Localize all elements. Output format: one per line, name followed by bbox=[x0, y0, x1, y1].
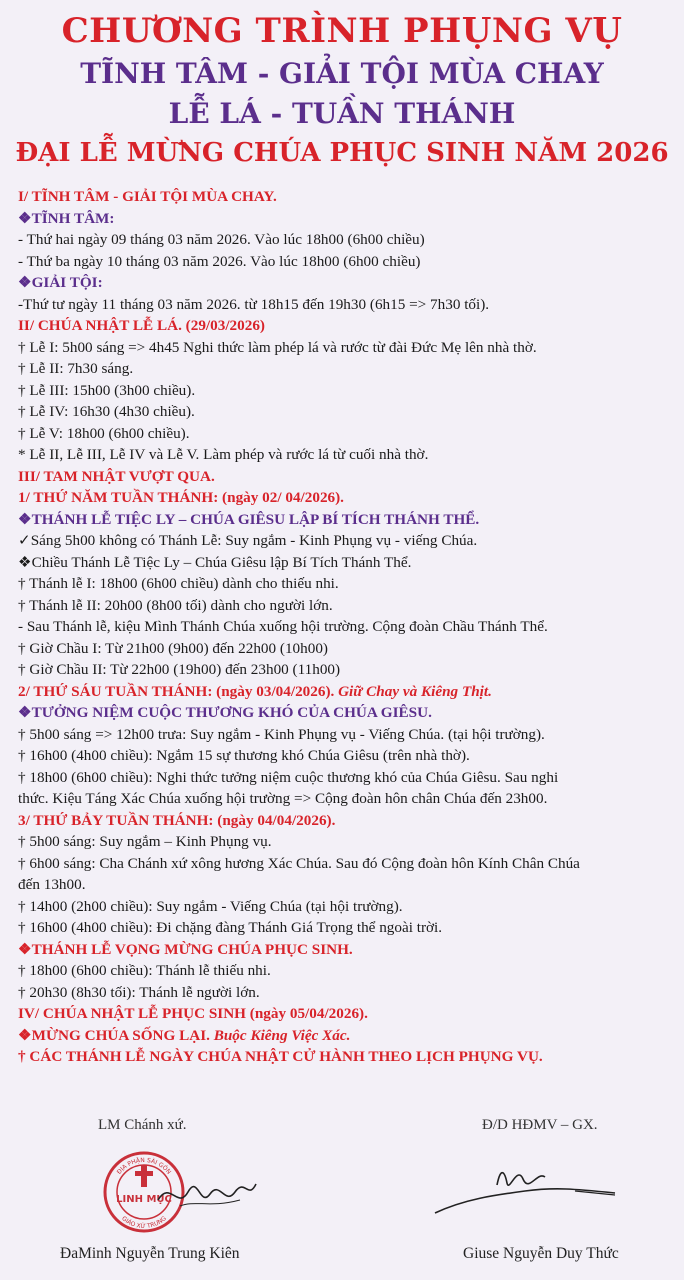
schedule-line bbox=[18, 315, 670, 337]
schedule-line bbox=[18, 337, 670, 359]
schedule-line bbox=[18, 208, 670, 230]
schedule-line-text: 1/ THỨ NĂM TUẦN THÁNH: (ngày 02/ 04/2026). bbox=[18, 489, 344, 506]
schedule-line bbox=[18, 745, 670, 767]
left-signature-label: LM Chánh xứ. bbox=[98, 1117, 187, 1133]
schedule-line bbox=[18, 380, 670, 402]
schedule-line bbox=[18, 788, 670, 810]
schedule-line-text: † Giờ Chầu II: Từ 22h00 (19h00) đến 23h00 (11h00) bbox=[18, 661, 341, 678]
schedule-line bbox=[18, 466, 670, 488]
schedule-line bbox=[18, 186, 670, 208]
schedule-line-text: I/ TĨNH TÂM - GIẢI TỘI MÙA CHAY. bbox=[18, 188, 277, 205]
schedule-line bbox=[18, 767, 670, 789]
schedule-line-text: - Sau Thánh lễ, kiệu Mình Thánh Chúa xuống hội trường. Cộng đoàn Chầu Thánh Thể. bbox=[18, 618, 548, 635]
schedule-line-text: ❖MỪNG CHÚA SỐNG LẠI. bbox=[18, 1026, 210, 1044]
schedule-line bbox=[18, 810, 670, 832]
schedule-line-text: † CÁC THÁNH LỄ NGÀY CHÚA NHẬT CỬ HÀNH THEO LỊCH PHỤNG VỤ. bbox=[18, 1048, 543, 1065]
schedule-line-text: thức. Kiệu Táng Xác Chúa xuống hội trường => Cộng đoàn hôn chân Chúa đến 23h00. bbox=[18, 790, 548, 807]
schedule-line bbox=[18, 294, 670, 316]
schedule-line bbox=[18, 444, 670, 466]
schedule-line-text: † 18h00 (6h00 chiều): Thánh lễ thiếu nhi. bbox=[18, 962, 271, 979]
schedule-line-text: † Thánh lễ I: 18h00 (6h00 chiều) dành cho thiếu nhi. bbox=[18, 575, 339, 592]
schedule-line bbox=[18, 401, 670, 423]
schedule-line-text: III/ TAM NHẬT VƯỢT QUA. bbox=[18, 467, 215, 485]
priest-signature bbox=[150, 1170, 260, 1220]
schedule-line bbox=[18, 530, 670, 552]
schedule-line-text: † 16h00 (4h00 chiều): Đi chặng đàng Thánh Giá Trọng thể ngoài trời. bbox=[18, 919, 443, 936]
schedule-line-text: ❖TĨNH TÂM: bbox=[18, 209, 115, 227]
schedule-line-text: 3/ THỨ BẢY TUẦN THÁNH: (ngày 04/04/2026). bbox=[18, 811, 336, 829]
schedule-line-text: ❖GIẢI TỘI: bbox=[18, 274, 103, 291]
schedule-line bbox=[18, 616, 670, 638]
schedule-line-text: * Lễ II, Lễ III, Lễ IV và Lễ V. Làm phép và rước lá từ cuối nhà thờ. bbox=[18, 446, 429, 463]
schedule-line-text: ❖Chiều Thánh Lễ Tiệc Ly – Chúa Giêsu lập Bí Tích Thánh Thể. bbox=[18, 553, 412, 571]
schedule-line-text: † 20h30 (8h30 tối): Thánh lễ người lớn. bbox=[18, 983, 260, 1001]
schedule-line-accent: Buộc Kiêng Việc Xác. bbox=[209, 1026, 351, 1044]
schedule-line bbox=[18, 595, 670, 617]
schedule-line-text: đến 13h00. bbox=[18, 876, 86, 893]
seal-top-text: ĐỊA PHẬN SÀI GÒN bbox=[115, 1156, 173, 1176]
schedule-line-text: † Lễ IV: 16h30 (4h30 chiều). bbox=[18, 403, 195, 420]
schedule-line bbox=[18, 272, 670, 294]
schedule-line bbox=[18, 487, 670, 509]
schedule-line-text: † 16h00 (4h00 chiều): Ngắm 15 sự thương khó Chúa Giêsu (trên nhà thờ). bbox=[18, 747, 470, 764]
schedule-line-text: ❖THÁNH LỄ VỌNG MỪNG CHÚA PHỤC SINH. bbox=[18, 940, 353, 958]
schedule-line-text: † Lễ II: 7h30 sáng. bbox=[18, 360, 134, 377]
schedule-line bbox=[18, 960, 670, 982]
schedule-line bbox=[18, 1025, 670, 1047]
schedule-line bbox=[18, 702, 670, 724]
schedule-line-text: II/ CHÚA NHẬT LỄ LÁ. (29/03/2026) bbox=[18, 317, 265, 334]
schedule-line-text: IV/ CHÚA NHẬT LỄ PHỤC SINH (ngày 05/04/2026). bbox=[18, 1005, 368, 1022]
subtitle-line-3: LỄ LÁ - TUẦN THÁNH bbox=[168, 97, 516, 130]
schedule-line bbox=[18, 358, 670, 380]
schedule-line-text: † 18h00 (6h00 chiều): Nghi thức tưởng niệm cuộc thương khó của Chúa Giêsu. Sau nghi bbox=[18, 768, 559, 786]
schedule-line-text: - Thứ hai ngày 09 tháng 03 năm 2026. Vào lúc 18h00 (6h00 chiều) bbox=[18, 231, 425, 248]
schedule-line bbox=[18, 681, 670, 703]
schedule-line bbox=[18, 1046, 670, 1068]
schedule-line bbox=[18, 874, 670, 896]
seal-bottom-text: GIÁO XỨ TRUNG bbox=[120, 1215, 168, 1231]
schedule-line-text: ❖TƯỞNG NIỆM CUỘC THƯƠNG KHÓ CỦA CHÚA GIÊSU. bbox=[18, 704, 432, 721]
schedule-line-text: † Lễ V: 18h00 (6h00 chiều). bbox=[18, 424, 190, 442]
schedule-line-accent: Giữ Chay và Kiêng Thịt. bbox=[334, 682, 492, 700]
schedule-line bbox=[18, 251, 670, 273]
schedule-line bbox=[18, 509, 670, 531]
schedule-line bbox=[18, 853, 670, 875]
header bbox=[0, 0, 684, 172]
schedule-line-text: † 5h00 sáng => 12h00 trưa: Suy ngắm - Kinh Phụng vụ - Viếng Chúa. (tại hội trường). bbox=[18, 725, 545, 743]
schedule-line-text: † Lễ III: 15h00 (3h00 chiều). bbox=[18, 381, 196, 399]
council-representative-name: Giuse Nguyễn Duy Thức bbox=[463, 1245, 619, 1262]
subtitle-line-2: TĨNH TÂM - GIẢI TỘI MÙA CHAY bbox=[80, 57, 604, 90]
schedule-line bbox=[18, 831, 670, 853]
schedule-line-text: - Thứ ba ngày 10 tháng 03 năm 2026. Vào lúc 18h00 (6h00 chiều) bbox=[18, 252, 421, 270]
schedule-line-text: † Giờ Chầu I: Từ 21h00 (9h00) đến 22h00 (10h00) bbox=[18, 639, 328, 657]
schedule-line bbox=[18, 423, 670, 445]
schedule-line bbox=[18, 573, 670, 595]
schedule-body bbox=[18, 186, 670, 1068]
schedule-line-text: † Lễ I: 5h00 sáng => 4h45 Nghi thức làm phép lá và rước từ đài Đức Mẹ lên nhà thờ. bbox=[18, 338, 537, 356]
right-signature-label: Đ/D HĐMV – GX. bbox=[482, 1117, 598, 1133]
schedule-line bbox=[18, 552, 670, 574]
schedule-line bbox=[18, 917, 670, 939]
schedule-line bbox=[18, 896, 670, 918]
document-title: CHƯƠNG TRÌNH PHỤNG VỤ bbox=[61, 11, 623, 51]
subtitle-line-4: ĐẠI LỄ MỪNG CHÚA PHỤC SINH NĂM 2026 bbox=[15, 138, 669, 168]
schedule-line bbox=[18, 229, 670, 251]
council-signature bbox=[425, 1155, 625, 1225]
schedule-line-text: 2/ THỨ SÁU TUẦN THÁNH: (ngày 03/04/2026). bbox=[18, 682, 335, 700]
schedule-line-text: -Thứ tư ngày 11 tháng 03 năm 2026. từ 18h15 đến 19h30 (6h15 => 7h30 tối). bbox=[18, 295, 490, 313]
schedule-line bbox=[18, 1003, 670, 1025]
priest-name: ĐaMinh Nguyễn Trung Kiên bbox=[60, 1245, 240, 1262]
schedule-line bbox=[18, 982, 670, 1004]
schedule-line-text: ✓Sáng 5h00 không có Thánh Lễ: Suy ngắm - Kinh Phụng vụ - viếng Chúa. bbox=[18, 532, 478, 549]
schedule-line-text: ❖THÁNH LỄ TIỆC LY – CHÚA GIÊSU LẬP BÍ TÍCH THÁNH THỂ. bbox=[18, 510, 480, 528]
schedule-line bbox=[18, 724, 670, 746]
schedule-line bbox=[18, 638, 670, 660]
schedule-line-text: † 14h00 (2h00 chiều): Suy ngắm - Viếng Chúa (tại hội trường). bbox=[18, 897, 403, 915]
schedule-line bbox=[18, 659, 670, 681]
schedule-line-text: † 5h00 sáng: Suy ngắm – Kinh Phụng vụ. bbox=[18, 833, 272, 850]
schedule-line-text: † 6h00 sáng: Cha Chánh xứ xông hương Xác Chúa. Sau đó Cộng đoàn hôn Kính Chân Chúa bbox=[18, 854, 580, 872]
schedule-line-text: † Thánh lễ II: 20h00 (8h00 tối) dành cho người lớn. bbox=[18, 596, 333, 614]
seal-center-text: LINH MỤC bbox=[116, 1194, 172, 1205]
schedule-line bbox=[18, 939, 670, 961]
